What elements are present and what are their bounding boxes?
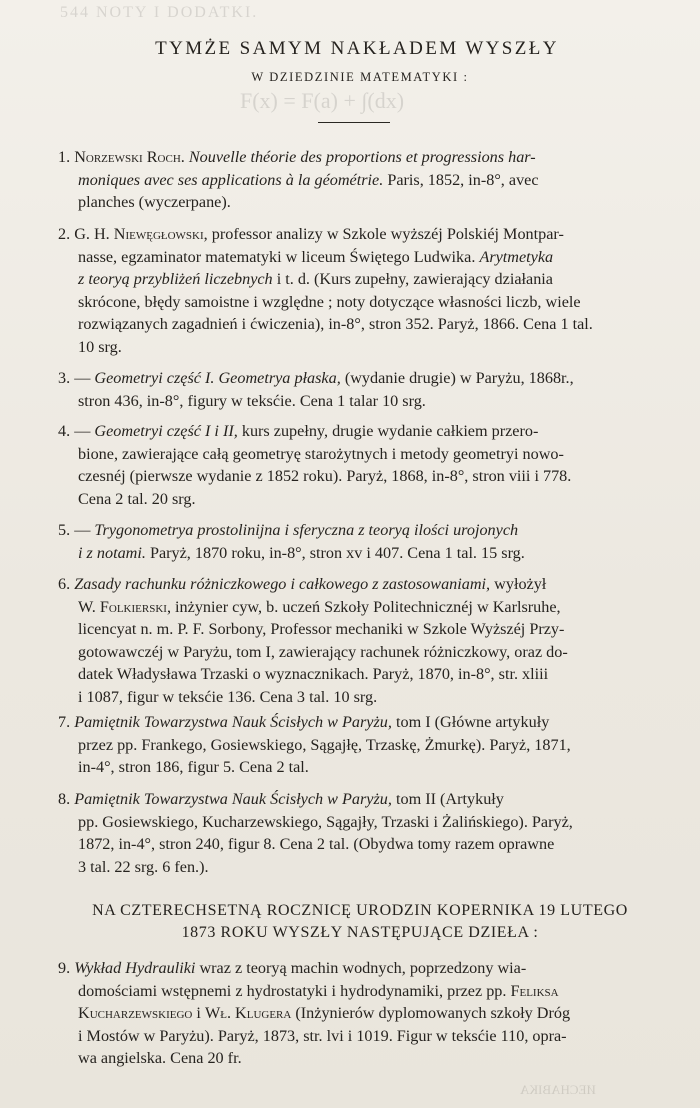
publication-entry-7 <box>58 711 652 779</box>
entry-line: 5. — Trygonometrya prostolinijna i sferyczna z teoryą ilości urojonych <box>58 521 519 539</box>
publication-entry-1 <box>58 146 652 214</box>
entry-line: gotowawczéj w Paryżu, tom I, zawierający rachunek różniczkowy, oraz do- <box>78 642 568 661</box>
section-heading-line-2: 1873 ROKU WYSZŁY NASTĘPUJĄCE DZIEŁA : <box>181 924 539 941</box>
book-title: Arytmetyka <box>479 247 554 266</box>
entry-line: nasse, egzaminator matematyki w liceum Świętego Ludwika. Arytmetyka <box>78 247 554 266</box>
entry-line: 10 srg. <box>78 337 122 356</box>
entry-line: stron 436, in-8°, figury w teksćie. Cena 1 talar 10 srg. <box>78 391 426 410</box>
entry-line: Cena 2 tal. 20 srg. <box>78 489 196 508</box>
entry-line: 1. Norzewski Roch. Nouvelle théorie des proportions et progressions har- <box>58 148 536 166</box>
entry-line: 3 tal. 22 srg. 6 fen.). <box>78 857 209 876</box>
entry-line: Kucharzewskiego i Wł. Klugera (Inżynierów dyplomowanych szkoły Dróg <box>78 1004 571 1022</box>
book-title: Geometryi część I. Geometrya płaska, <box>94 369 341 387</box>
entry-line: moniques avec ses applications à la géométrie. Paris, 1852, in-8°, avec <box>78 170 539 189</box>
entry-line: 3. — Geometryi część I. Geometrya płaska, (wydanie drugie) w Paryżu, 1868r., <box>58 369 574 387</box>
book-title: Trygonometrya prostolinijna i sferyczna z teoryą ilości urojonych <box>94 521 519 539</box>
entry-line: przez pp. Frankego, Gosiewskiego, Sągajłę, Trzaskę, Żmurkę). Paryż, 1871, <box>78 735 571 754</box>
bleed-through-formula: F(x) = F(a) + ∫(dx) <box>240 88 405 113</box>
entry-line: 1872, in-4°, stron 240, figur 8. Cena 2 tal. (Obydwa tomy razem oprawne <box>78 835 555 853</box>
book-title: Nouvelle théorie des proportions et progressions har- <box>184 148 536 166</box>
entry-line: skrócone, błędy samoistne i względne ; noty dotyczące własności liczb, wiele <box>78 292 581 311</box>
entry-line: z teoryą przybliżeń liczebnych i t. d. (Kurs zupełny, zawierający działania <box>78 270 553 288</box>
entry-line: 2. G. H. Niewęgłowski, professor analizy w Szkole wyższéj Polskiéj Montpar- <box>58 225 564 243</box>
author-name: Niewęgłowski, <box>113 225 208 243</box>
entry-line: i Mostów w Paryżu). Paryż, 1873, str. lvi i 1019. Figur w teksćie 110, opra- <box>78 1026 567 1045</box>
publication-entry-6 <box>58 573 652 708</box>
entry-line: datek Władysława Trzaski o wyznacznikach. Paryż, 1870, in-8°, str. xliii <box>78 665 549 683</box>
book-title: Wykład Hydrauliki <box>74 959 196 977</box>
entry-line: W. Folkierski, inżynier cyw, b. uczeń Szkoły Politechnicznéj w Karlsruhe, <box>78 597 561 616</box>
author-name: Feliksa <box>510 981 559 1000</box>
publication-entry-9 <box>58 957 652 1070</box>
page-subtitle: W DZIEDZINIE MATEMATYKI : <box>251 70 469 84</box>
book-title: Geometryi część I i II, <box>94 422 238 440</box>
author-name: Kucharzewskiego <box>78 1004 193 1022</box>
page-title: TYMŻE SAMYM NAKŁADEM WYSZŁY <box>155 38 559 59</box>
author-name: Wł. Klugera <box>204 1004 292 1022</box>
entry-line: 4. — Geometryi część I i II, kurs zupełny, drugie wydanie całkiem przero- <box>58 422 539 440</box>
entry-line: czesnéj (pierwsze wydanie z 1852 roku). Paryż, 1868, in-8°, stron viii i 778. <box>78 467 572 485</box>
bleed-through-footer: ИЕСНАВIКА <box>520 1082 596 1097</box>
entry-line: domościami wstępnemi z hydrostatyki i hydrodynamiki, przez pp. Feliksa <box>78 981 559 1000</box>
book-title: Zasady rachunku różniczkowego i całkowego z zastosowaniami, <box>74 575 491 593</box>
entry-line: pp. Gosiewskiego, Kucharzewskiego, Sągajły, Trzaski i Żalińskiego). Paryż, <box>78 812 573 831</box>
entry-line: licencyat n. m. P. F. Sorbony, Professor mechaniki w Szkole Wyższéj Przy- <box>78 620 565 638</box>
publication-entry-8 <box>58 788 652 878</box>
bleed-through-header: 544 NOTY I DODATKI. <box>60 4 259 21</box>
entry-line: bione, zawierające całą geometryę starożytnych i metody geometryi nowo- <box>78 444 564 463</box>
entry-line: planches (wyczerpane). <box>78 193 231 211</box>
book-title: Pamiętnik Towarzystwa Nauk Ścisłych w Paryżu, <box>74 713 392 731</box>
entry-line: i 1087, figur w teksćie 136. Cena 3 tal. 10 srg. <box>78 687 378 706</box>
entry-line: in-4°, stron 186, figur 5. Cena 2 tal. <box>78 758 309 776</box>
entry-line: 8. Pamiętnik Towarzystwa Nauk Ścisłych w Paryżu, tom II (Artykuły <box>58 790 504 808</box>
publication-entry-4 <box>58 420 652 510</box>
entry-line: 7. Pamiętnik Towarzystwa Nauk Ścisłych w Paryżu, tom I (Główne artykuły <box>58 713 550 731</box>
section-heading <box>60 900 660 944</box>
entry-line: rozwiązanych zagadnień i ćwiczenia), in-8°, stron 352. Paryż, 1866. Cena 1 tal. <box>78 315 593 333</box>
publication-entry-5 <box>58 519 652 564</box>
publication-entry-3 <box>58 367 652 412</box>
book-title: Pamiętnik Towarzystwa Nauk Ścisłych w Paryżu, <box>74 790 392 808</box>
entry-line: wa angielska. Cena 20 fr. <box>78 1049 242 1067</box>
author-name: Norzewski Roch. <box>74 148 185 166</box>
entry-line: 6. Zasady rachunku różniczkowego i całkowego z zastosowaniami, wyłożył <box>58 575 547 593</box>
entry-line: i z notami. Paryż, 1870 roku, in-8°, stron xv i 407. Cena 1 tal. 15 srg. <box>78 543 525 562</box>
publication-entry-2 <box>58 223 652 358</box>
author-name: Folkierski, <box>99 597 171 616</box>
title-divider <box>318 122 390 123</box>
section-heading-line-1: NA CZTERECHSETNĄ ROCZNICĘ URODZIN KOPERNIKA 19 LUTEGO <box>92 902 628 919</box>
entry-line: 9. Wykład Hydrauliki wraz z teoryą machin wodnych, poprzedzony wia- <box>58 959 527 977</box>
